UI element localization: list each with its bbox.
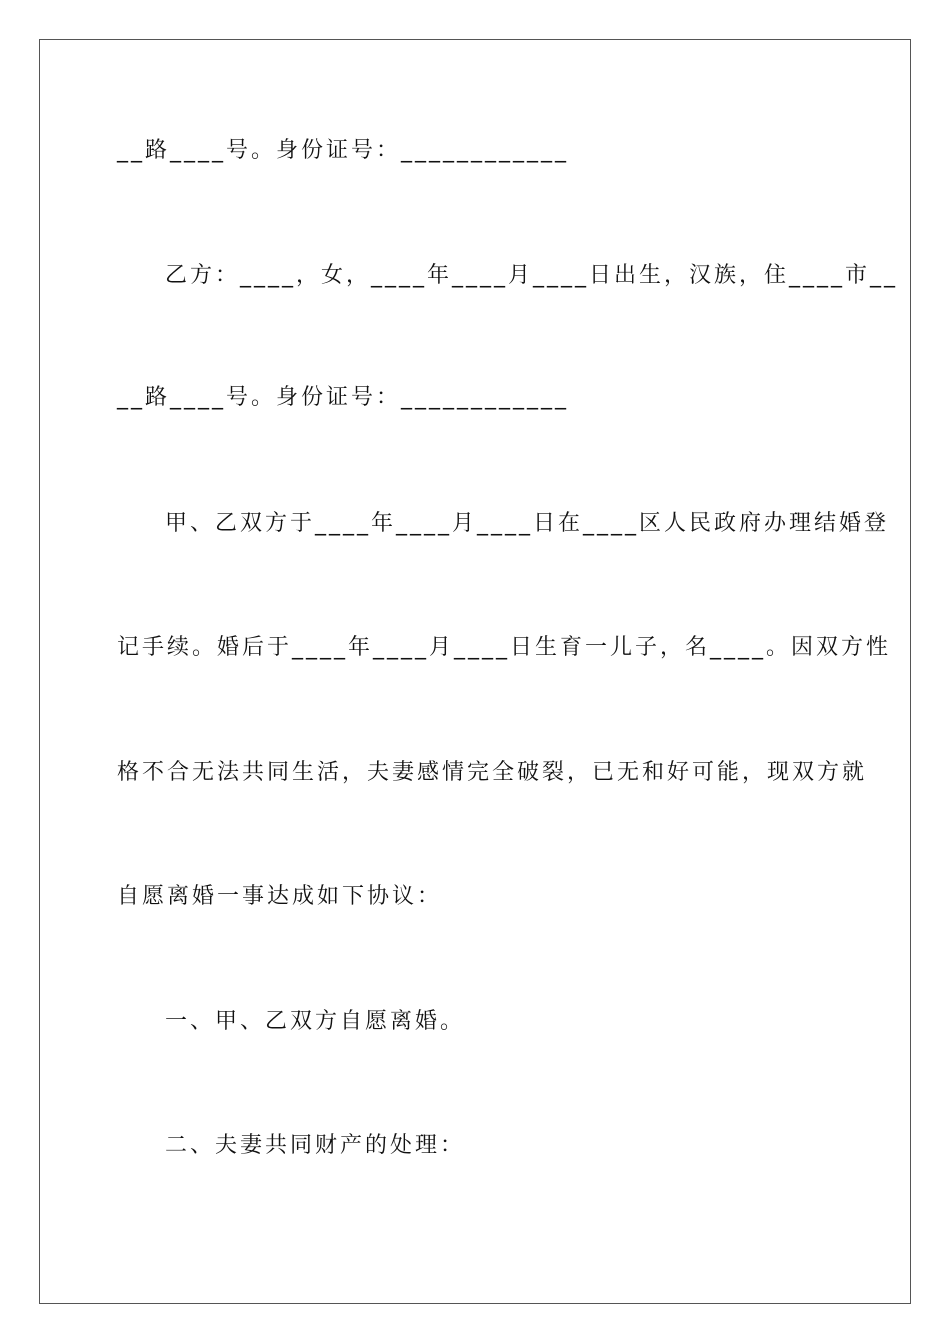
party-b-address-id-line: __路____号。身份证号：____________	[117, 385, 570, 410]
marriage-registration-line: 甲、乙双方于____年____月____日在____区人民政府办理结婚登	[165, 511, 890, 536]
page-frame	[39, 39, 911, 1304]
clause-two-heading: 二、夫妻共同财产的处理：	[165, 1133, 466, 1158]
clause-one: 一、甲、乙双方自愿离婚。	[165, 1009, 466, 1034]
party-b-info-line: 乙方：____，女，____年____月____日出生，汉族，住____市__	[165, 263, 899, 288]
reason-line: 格不合无法共同生活，夫妻感情完全破裂，已无和好可能，现双方就	[117, 760, 868, 785]
party-a-address-id-line: __路____号。身份证号：____________	[117, 138, 570, 163]
agreement-intro-line: 自愿离婚一事达成如下协议：	[117, 884, 443, 909]
child-birth-line: 记手续。婚后于____年____月____日生育一儿子，名____。因双方性	[117, 635, 892, 660]
